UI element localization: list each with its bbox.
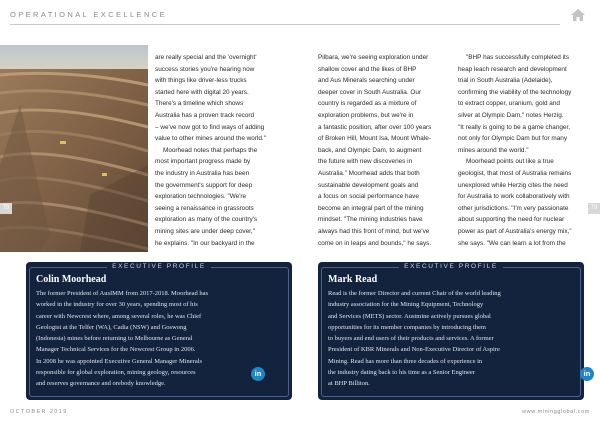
header-title: OPERATIONAL EXCELLENCE (10, 10, 167, 19)
bio-line: In 2008 he was appointed Executive General Manager Minerals (36, 357, 203, 365)
text-line: power as part of Australia's energy mix," (458, 227, 572, 235)
executive-profile-card-read (318, 262, 591, 400)
profile-label: EXECUTIVE PROFILE (318, 263, 584, 270)
text-line: mines around the world." (458, 146, 529, 154)
bio-line: and Services (METS) sector. Austmine actively pursues global (328, 312, 491, 320)
text-line: he explains. "In our backyard in the (155, 239, 255, 247)
text-line: for Australia to work collaboratively with (458, 193, 570, 201)
text-line: Australia has a proven track record (155, 111, 255, 119)
profile-name: Mark Read (328, 274, 378, 285)
bio-line: Manager Technical Services for the Newcrest Group in 2006. (36, 346, 196, 354)
profile-name: Colin Moorhead (36, 274, 107, 285)
page-number-left: 78 (0, 203, 12, 214)
body-column-1 (155, 52, 305, 249)
bio-line: responsible for global exploration, mining geology, resources (36, 369, 196, 377)
text-line: always had this front of mind, but we've (318, 227, 430, 235)
text-line: value to other mines around the world." (155, 135, 266, 143)
text-line: sustainable development goals and (318, 181, 419, 189)
text-line: a fantastic position, after over 100 years (318, 123, 432, 131)
text-line: she says. "We can learn a lot from the (458, 239, 566, 247)
text-line: "BHP has successfully completed its (466, 54, 570, 61)
page-number-right: 79 (588, 203, 600, 214)
bio-line: the industry dating back to his time as a Senior Engineer (328, 369, 475, 377)
text-line: There's a timeline which shows (155, 100, 244, 108)
text-line: a focus on social performance have (318, 193, 419, 201)
text-line: geologist, that most of Australia remains (458, 169, 572, 177)
text-line: Australia." Moorhead adds that both (318, 169, 420, 177)
text-line: Moorhead points out like a true (466, 158, 554, 166)
text-line: Pilbara, we're seeing exploration under (318, 54, 429, 61)
executive-profile-card-moorhead (26, 262, 292, 400)
text-line: most important progress made by (155, 158, 251, 166)
text-line: come on in leaps and bounds," he says. (318, 239, 432, 247)
text-line: success stories you're hearing now (155, 65, 255, 73)
body-column-3 (458, 52, 584, 249)
home-icon[interactable] (570, 8, 586, 22)
profile-bio (36, 288, 286, 390)
text-line: about supporting the need for nuclear (458, 216, 565, 224)
text-line: – we've now got to find ways of adding (155, 123, 265, 131)
text-line: back, and Olympic Dam, to augment (318, 146, 422, 154)
text-line: trial in South Australia (Adelaide), (458, 77, 553, 85)
open-pit-mine-photo (0, 45, 148, 252)
footer-website-link[interactable]: www.miningglobal.com (522, 409, 590, 415)
text-line: "It really is going to be a game changer, (458, 123, 571, 131)
bio-line: industry association for the Mining Equipment, Technology (328, 301, 484, 309)
text-line: shallow cover and the likes of BHP (318, 65, 417, 73)
text-line: seeing a renaissance in grassroots (155, 204, 254, 212)
text-line: confirming the viability of the technology (458, 88, 572, 96)
text-line: country is regarded as a mixture of (318, 100, 417, 108)
text-line: mining sites are under deep cover," (155, 227, 255, 235)
text-line: Moorhead notes that perhaps the (163, 146, 258, 154)
bio-line: Mining. Read has more than three decades of experience in (328, 357, 483, 365)
bio-line: Geologist at the Telfer (WA), Cadia (NSW) and Goswong (36, 323, 187, 331)
text-line: unexplored while Herzig cites the need (458, 181, 568, 189)
bio-line: and reserves governance and orebody knowledge. (36, 380, 166, 388)
text-line: other jurisdictions. "I'm very passionate (458, 204, 569, 212)
bio-line: The former President of AusIMM from 2017-2018. Moorhead has (36, 290, 209, 297)
text-line: with things like driver-less trucks (155, 77, 247, 85)
text-line: deeper cover in South Australia. Our (318, 88, 422, 96)
bio-line: President of KBR Minerals and Non-Executive Director of Aspire (328, 346, 500, 354)
text-line: of Broken Hill, Mount Isa, Mount Whale- (318, 135, 431, 143)
text-line: the government's support for deep (155, 181, 253, 189)
linkedin-icon[interactable]: in (251, 367, 265, 381)
linkedin-icon[interactable]: in (580, 367, 594, 381)
text-line: started here with digital 20 years. (155, 88, 249, 96)
bio-line: Read is the former Director and current Chair of the world leading (328, 290, 501, 297)
bio-line: at BHP Billiton. (328, 380, 370, 388)
text-line: exploration as many of the country's (155, 216, 258, 224)
text-line: heap leach research and development (458, 65, 567, 73)
profile-bio (328, 288, 578, 390)
text-line: silver at Olympic Dam," notes Herzig. (458, 111, 564, 119)
bio-line: career with Newcrest where, among several roles, he was Chief (36, 312, 202, 320)
text-line: are really special and the 'overnight' (155, 54, 257, 61)
text-line: not only for Olympic Dam but for many (458, 135, 568, 143)
bio-line: opportunities for its member companies by introducing them (328, 323, 486, 331)
footer-date: OCTOBER 2019 (10, 409, 68, 415)
profile-label: EXECUTIVE PROFILE (26, 263, 292, 270)
text-line: become an integral part of the mining (318, 204, 424, 212)
text-line: exploration problems, but we're in (318, 111, 414, 119)
header-rule (10, 24, 560, 25)
bio-line: worked in the industry for over 30 years, spending most of his (36, 301, 198, 309)
text-line: the industry in Australia has been (155, 169, 250, 177)
body-column-2 (318, 52, 458, 249)
text-line: the future with new discoveries in (318, 158, 413, 166)
text-line: to extract copper, uranium, gold and (458, 100, 560, 108)
text-line: and Aus Minerals searching under (318, 77, 415, 85)
text-line: exploration technologies. "We're (155, 193, 247, 201)
bio-line: (Indonesia) mines before returning to Melbourne as General (36, 335, 193, 343)
bio-line: to buyers and end users of their products and services. A former (328, 335, 494, 343)
text-line: mindset. "The mining industries have (318, 216, 423, 224)
